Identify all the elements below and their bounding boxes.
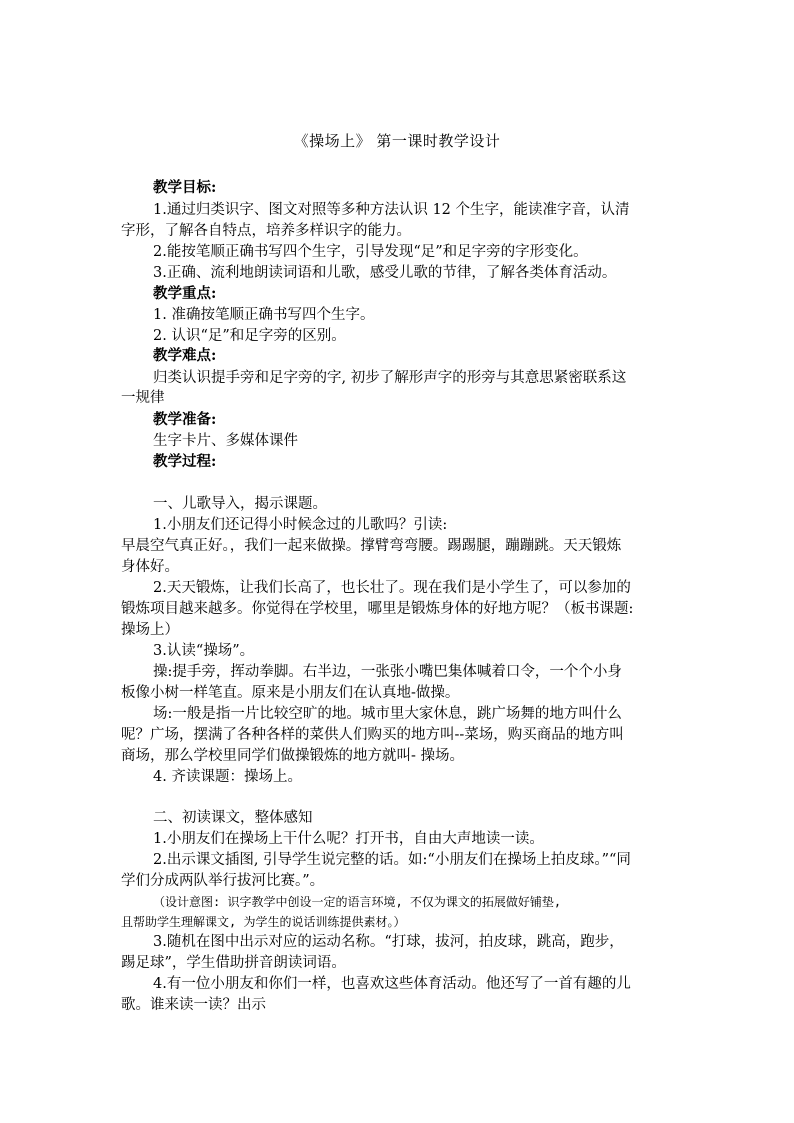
- process-heading: 教学过程:: [153, 453, 217, 470]
- preparation-heading: 教学准备:: [153, 411, 217, 428]
- section-2-p3-line-1: 3.随机在图中出示对应的运动名称。“打球，拔河，拍皮球，跳高，跑步，: [153, 934, 624, 950]
- section-1-heading: 一、儿歌导入，揭示课题。: [153, 496, 327, 512]
- section-1-p3: 3.认读“操场”。: [153, 643, 255, 659]
- section-1-p5-line-3: 商场，那么学校里同学们做操锻炼的地方就叫- 操场。: [121, 748, 465, 764]
- key-point-2: 2. 认识“足”和足字旁的区别。: [153, 328, 346, 344]
- section-2-p4-line-2: 歌。谁来读一读？出示: [121, 997, 266, 1013]
- difficulties-line-1: 归类认识提手旁和足字旁的字, 初步了解形声字的形旁与其意思紧密联系这: [153, 370, 627, 386]
- difficulties-line-2: 一规律: [121, 390, 165, 406]
- section-1-p2-line-2: 锻炼项目越来越多。你觉得在学校里，哪里是锻炼身体的好地方呢？（板书课题:: [121, 601, 634, 617]
- objective-3: 3.正确、流利地朗读词语和儿歌，感受儿歌的节律，了解各类体育活动。: [153, 265, 617, 281]
- section-2-heading: 二、初读课文，整体感知: [153, 810, 313, 826]
- section-1-p1-line-2: 早晨空气真正好。，我们一起来做操。撑臂弯弯腰。踢踢腿，蹦蹦跳。天天锻炼: [121, 538, 622, 554]
- section-1-p1-line-1: 1.小朋友们还记得小时候念过的儿歌吗？引读:: [153, 517, 448, 533]
- section-1-p4-line-2: 板像小树一样笔直。原来是小朋友们在认真地-做操。: [121, 685, 460, 701]
- key-point-1: 1. 准确按笔顺正确书写四个生字。: [153, 307, 375, 323]
- design-note-line-2: 且帮助学生理解课文, 为学生的说话训练提供素材。）: [121, 915, 406, 929]
- section-1-p2-line-3: 操场上）: [121, 622, 179, 638]
- objective-1-line-1: 1.通过归类识字、图文对照等多种方法认识 12 个生字，能读准字音，认清: [153, 202, 630, 218]
- section-1-p5-line-2: 呢？广场，摆满了各种各样的菜供人们购买的地方叫--菜场，购买商品的地方叫: [121, 727, 624, 743]
- design-note-line-1: （设计意图: 识字教学中创设一定的语言环境, 不仅为课文的拓展做好铺垫,: [153, 895, 562, 909]
- section-1-p5-line-1: 场:一般是指一片比较空旷的地。城市里大家休息，跳广场舞的地方叫什么: [153, 706, 622, 722]
- key-points-heading: 教学重点:: [153, 285, 217, 302]
- document-title: 《操场上》 第一课时教学设计: [293, 132, 501, 150]
- section-2-p2-line-2: 学们分成两队举行拔河比赛。”。: [121, 873, 325, 889]
- section-1-p1-line-3: 身体好。: [121, 559, 179, 575]
- objective-1-line-2: 字形，了解各自特点，培养多样识字的能力。: [121, 223, 411, 239]
- section-2-p4-line-1: 4.有一位小朋友和你们一样，也喜欢这些体育活动。他还写了一首有趣的儿: [153, 976, 631, 992]
- section-1-p4-line-1: 操:提手旁，挥动拳脚。右半边，一张张小嘴巴集体喊着口令，一个个小身: [153, 664, 622, 680]
- objectives-heading: 教学目标:: [153, 179, 217, 196]
- section-1-p2-line-1: 2.天天锻炼，让我们长高了，也长壮了。现在我们是小学生了，可以参加的: [153, 580, 631, 596]
- section-2-p2-line-1: 2.出示课文插图, 引导学生说完整的话。如:“小朋友们在操场上拍皮球。”“同: [153, 852, 631, 868]
- section-2-p1: 1.小朋友们在操场上干什么呢？打开书，自由大声地读一读。: [153, 831, 544, 847]
- objective-2: 2.能按笔顺正确书写四个生字，引导发现“足”和足字旁的字形变化。: [153, 244, 588, 260]
- section-2-p3-line-2: 踢足球”，学生借助拼音朗读词语。: [121, 955, 346, 971]
- preparation-text: 生字卡片、多媒体课件: [153, 433, 298, 449]
- section-1-p6: 4. 齐读课题：操场上。: [153, 769, 302, 785]
- difficulties-heading: 教学难点:: [153, 347, 217, 364]
